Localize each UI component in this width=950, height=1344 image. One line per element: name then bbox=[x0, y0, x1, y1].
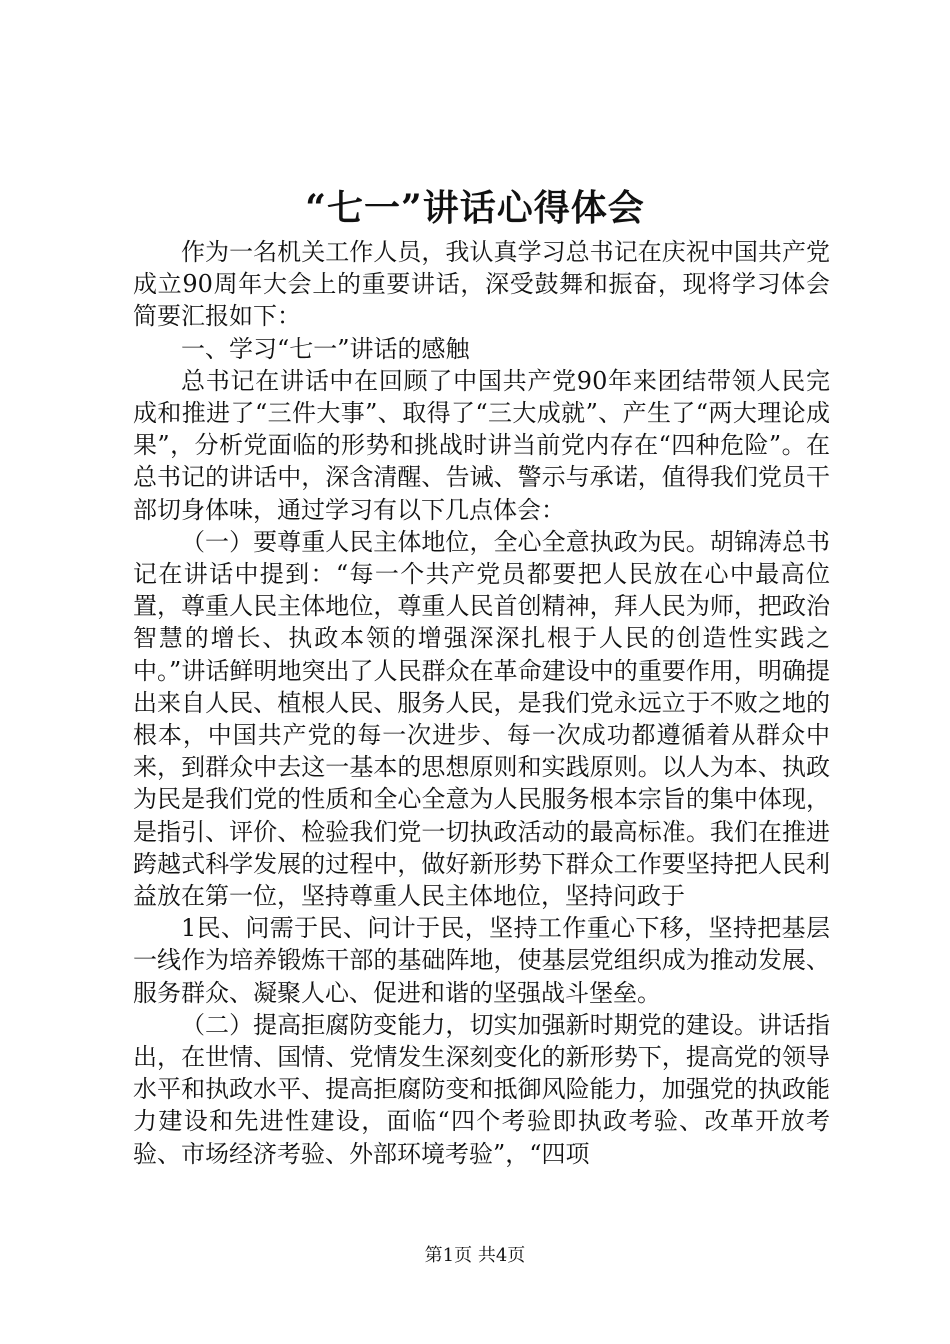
body-paragraph: （二）提高拒腐防变能力，切实加强新时期党的建设。讲话指出，在世情、国情、党情发生深刻变化的新形势下，提高党的领导水平和执政水平、提高拒腐防变和抵御风险能力，加强党的执政能力建设和先进性建设，面临“四个考验即执政考验、改革开放考验、市场经济考验、外部环境考验”，“四项 bbox=[133, 1010, 830, 1168]
page-number-footer: 第1页 共4页 bbox=[424, 1245, 526, 1266]
section-heading: 一、学习“七一”讲话的感触 bbox=[181, 334, 470, 363]
body-paragraph: 总书记在讲话中在回顾了中国共产党90年来团结带领人民完成和推进了“三件大事”、取得了“三大成就”、产生了“两大理论成果”，分析党面临的形势和挑战时讲当前党内存在“四种危险”。在总书记的讲话中，深含清醒、告诫、警示与承诺，值得我们党员干部切身体味，通过学习有以下几点体会： bbox=[133, 366, 830, 524]
document-title: “七一”讲话心得体会 bbox=[305, 187, 645, 229]
document-body bbox=[133, 236, 830, 1170]
body-paragraph: 1民、问需于民、问计于民，坚持工作重心下移，坚持把基层一线作为培养锻炼干部的基础阵地，使基层党组织成为推动发展、服务群众、凝聚人心、促进和谐的坚强战斗堡垒。 bbox=[133, 914, 830, 1007]
intro-paragraph: 作为一名机关工作人员，我认真学习总书记在庆祝中国共产党成立90周年大会上的重要讲话，深受鼓舞和振奋，现将学习体会简要汇报如下： bbox=[133, 238, 830, 331]
body-paragraph: （一）要尊重人民主体地位，全心全意执政为民。胡锦涛总书记在讲话中提到：“每一个共产党员都要把人民放在心中最高位置，尊重人民主体地位，尊重人民首创精神，拜人民为师，把政治智慧的增长、执政本领的增强深深扎根于人民的创造性实践之中。”讲话鲜明地突出了人民群众在革命建设中的重要作用，明确提出来自人民、植根人民、服务人民，是我们党永远立于不败之地的根本，中国共产党的每一次进步、每一次成功都遵循着从群众中来，到群众中去这一基本的思想原则和实践原则。以人为本、执政为民是我们党的性质和全心全意为人民服务根本宗旨的集中体现，是指引、评价、检验我们党一切执政活动的最高标准。我们在推进跨越式科学发展的过程中，做好新形势下群众工作要坚持把人民利益放在第一位，坚持尊重人民主体地位，坚持问政于 bbox=[133, 527, 830, 911]
